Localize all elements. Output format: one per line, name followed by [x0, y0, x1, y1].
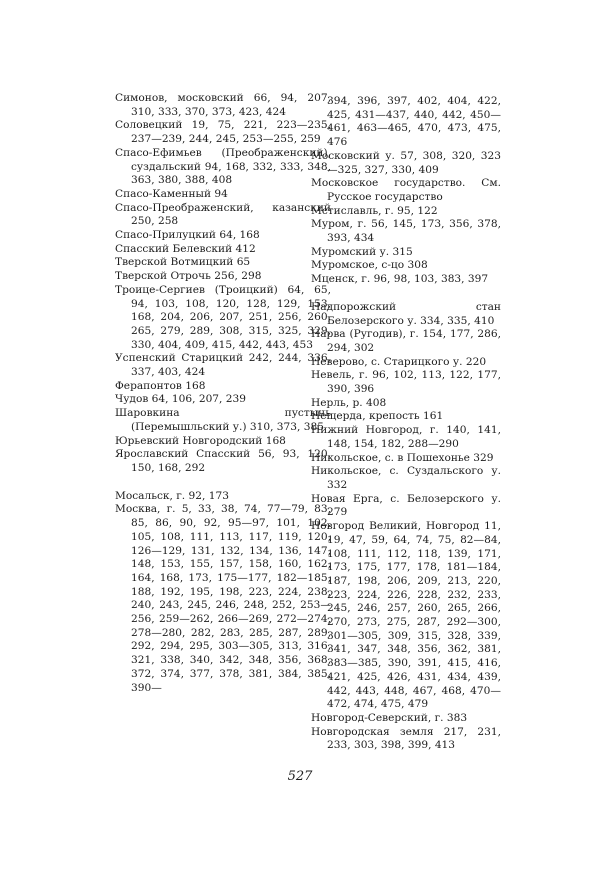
entry-tverskoy-otroch: Тверской Отрочь 256, 298 — [115, 270, 262, 283]
entry-nikolskoe-poshekhonie: Никольское, с. в Пошехонье 329 — [311, 451, 494, 464]
entry-moskva-continued: 394, 396, 397, 402, 404, 422, 425, 431—437, 440, 442, 450—461, 463—465, 470, 473, 475, 476 — [327, 95, 501, 149]
entry-novgorod-seversky: Новгород-Северский, г. 383 — [311, 711, 468, 724]
entry-novgorodskaya-zemlya: Новгородская земля 217, 231, 233, 303, 398, 399, 413 — [311, 725, 501, 752]
right-column — [311, 95, 501, 753]
entry-yurievsky: Юрьевский Новгородский 168 — [115, 434, 286, 447]
section-gap — [311, 287, 501, 301]
entry-moskovsky-uezd: Московский у. 57, 308, 320, 323—325, 327, 330, 409 — [311, 149, 501, 176]
entry-moskovskoe-gosudarstvo: Московское государство. См. Русское государство — [311, 177, 501, 203]
entry-muromskoe: Муромское, с-цо 308 — [311, 259, 428, 272]
entry-neverovo: Неверово, с. Старицкого у. 220 — [311, 355, 487, 368]
entry-moskva: Москва, г. 5, 33, 38, 74, 77—79, 83, 85, 86, 90, 92, 95—97, 101, 102, 105, 108, 111, 113, 117, 119, 120, 126—129, 131, 132, 134, 136, 147, 148, 153, 155, 157, 158, 160, 162, 164, 168, 173, 175—177, 182—185, 188, 192, 195, 198, 223, 224, 238, 240, 243, 245, 246, 248, 252, 253—256, 259—262, 266—269, 272—274, 278—280, 282, 283, 285, 287, 289, 292, 294, 295, 303—305, 313, 316, 321, 338, 340, 342, 348, 356, 368, 372, 374, 377, 378, 381, 384, 385, 390— — [115, 503, 331, 694]
entry-tverskoy-votmitsky: Тверской Вотмицкий 65 — [115, 256, 251, 269]
entry-ferapontov: Ферапонтов 168 — [115, 379, 206, 392]
entry-spaso-efimiev: Спасо-Ефимьев (Преображенский), суздальский 94, 168, 332, 333, 348, 363, 380, 388, 408 — [115, 146, 331, 187]
entry-simonov: Симонов, московский 66, 94, 207, 310, 333, 370, 373, 423, 424 — [115, 92, 331, 118]
entry-muromsky-uezd: Муромский у. 315 — [311, 245, 413, 258]
entry-neshcherda: Нещерда, крепость 161 — [311, 410, 444, 423]
entry-mtsensk: Мценск, г. 96, 98, 103, 383, 397 — [311, 273, 489, 286]
entry-murom: Муром, г. 56, 145, 173, 356, 378, 393, 434 — [311, 218, 501, 245]
entry-spaso-prilutsky: Спасо-Прилуцкий 64, 168 — [115, 229, 260, 242]
entry-yaroslavsky-spassky: Ярославский Спасский 56, 93, 120, 150, 168, 292 — [115, 448, 331, 474]
entry-nevel: Невель, г. 96, 102, 113, 122, 177, 390, 396 — [311, 369, 501, 396]
entry-spassky-belevsky: Спасский Белевский 412 — [115, 242, 256, 255]
entry-uspensky-staritsky: Успенский Старицкий 242, 244, 336, 337, 403, 424 — [115, 352, 331, 379]
page-number: 527 — [287, 769, 313, 784]
entry-nerl: Нерль, р. 408 — [311, 396, 387, 409]
entry-nadporozhsky: Надпорожский стан Белозерского у. 334, 335, 410 — [311, 300, 501, 327]
entry-spaso-preobrazhensky: Спасо-Преображенский, казанский 250, 258 — [115, 201, 331, 228]
entry-nizhny-novgorod: Нижний Новгород, г. 140, 141, 148, 154, 182, 288—290 — [311, 424, 501, 450]
entry-chudov: Чудов 64, 106, 207, 239 — [115, 393, 246, 406]
section-gap — [115, 476, 331, 490]
entry-narva: Нарва (Ругодив), г. 154, 177, 286, 294, 302 — [311, 328, 501, 354]
entry-mstislavl: Мстиславль, г. 95, 122 — [311, 204, 438, 217]
entry-novgorod-veliky: Новгород Великий, Новгород 11, 19, 47, 59, 64, 74, 75, 82—84, 108, 111, 112, 118, 139, 171, 173, 175, 177, 178, 181—184, 187, 198, 206, 209, 213, 220, 223, 224, 226, 228, 232, 233, 245, 246, 257, 260, 265, 266, 270, 273, 275, 287, 292—300, 301—305, 309, 315, 328, 339, 341, 347, 348, 356, 362, 381, 383—385, 390, 391, 415, 416, 421, 425, 426, 431, 434, 439, 442, 443, 448, 467, 468, 470—472, 474, 475, 479 — [311, 520, 501, 711]
entry-solovetsky: Соловецкий 19, 75, 221, 223—235, 237—239, 244, 245, 253—255, 259 — [115, 119, 331, 146]
entry-mosalsk: Мосальск, г. 92, 173 — [115, 489, 229, 502]
entry-spaso-kamenny: Спасо-Каменный 94 — [115, 187, 228, 200]
entry-troitse-sergiev: Троице-Сергиев (Троицкий) 64, 65, 94, 103, 108, 120, 128, 129, 153, 168, 204, 206, 207, 251, 256, 260, 265, 279, 289, 308, 315, 325, 329, 330, 404, 409, 415, 442, 443, 453 — [115, 283, 331, 351]
entry-nikolskoe-suzdal: Никольское, с. Суздальского у. 332 — [311, 465, 501, 491]
entry-sharovkina: Шаровкина пустынь (Перемышльский у.) 310, 373, 385 — [115, 407, 331, 433]
entry-novaya-erga: Новая Ерга, с. Белозерского у. 279 — [311, 492, 501, 519]
left-column — [115, 92, 331, 695]
